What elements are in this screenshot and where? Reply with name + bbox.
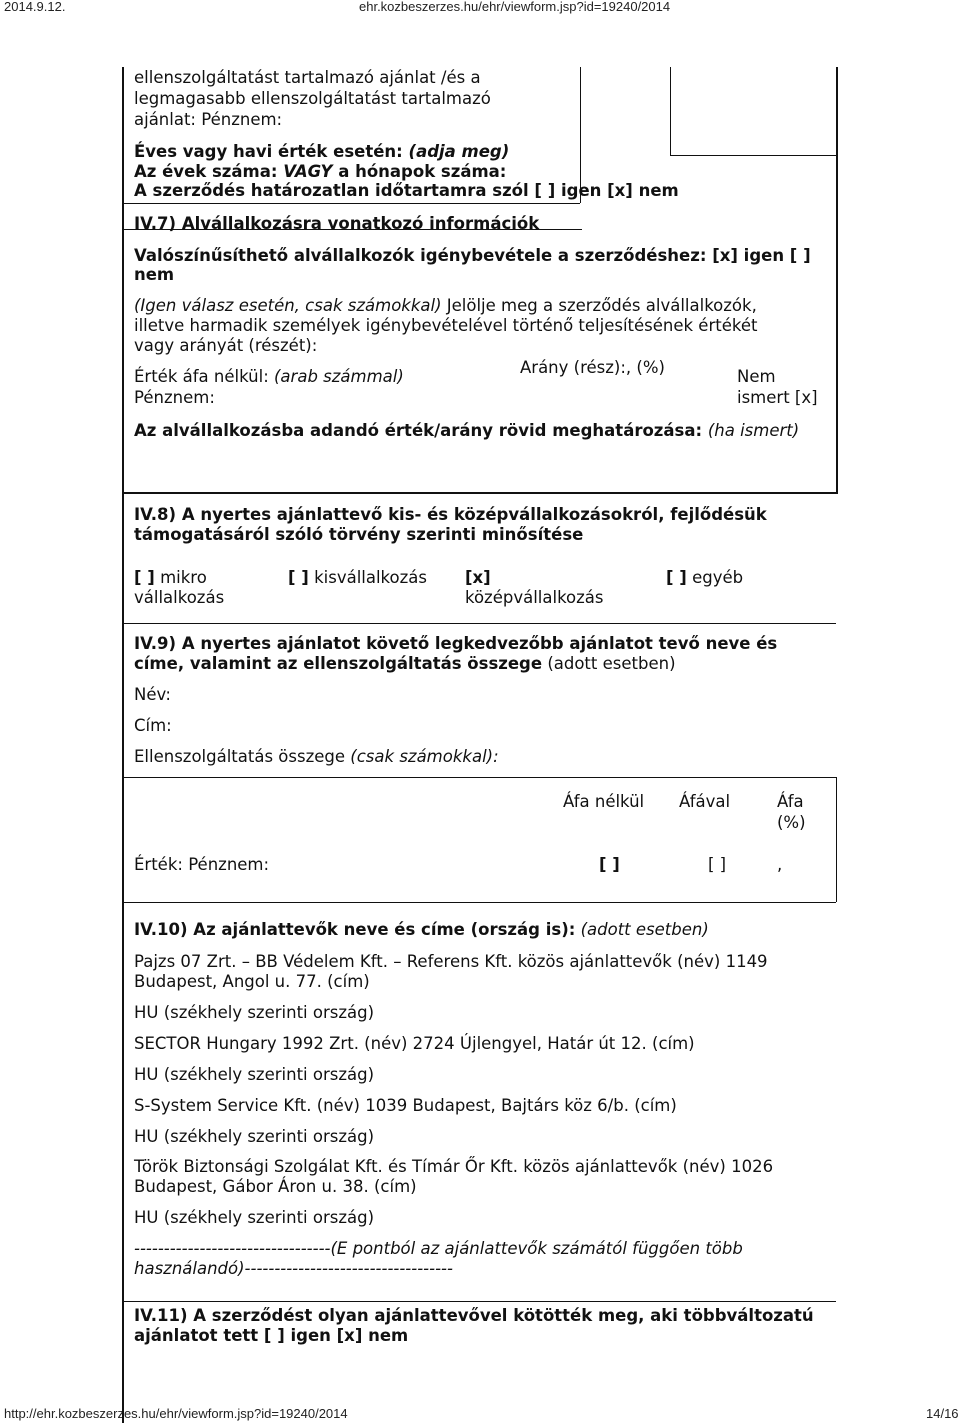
- s411-title-line1: IV.11) A szerződést olyan ajánlattevővel kötötték meg, aki többváltozatú: [134, 1306, 814, 1325]
- s49-title2-text: címe, valamint az ellenszolgáltatás összege: [134, 654, 543, 673]
- print-header: [0, 0, 960, 14]
- s47-unknown-1: Nem: [737, 367, 776, 386]
- years-b: a hónapok száma:: [338, 162, 507, 181]
- top-line-3: ajánlat: Pénznem:: [134, 110, 283, 129]
- s49-table-top: [122, 777, 836, 778]
- top-right-cell: [670, 67, 671, 156]
- s49-amount-label: [134, 747, 499, 768]
- s48-option-other: [666, 568, 743, 589]
- years-a: Az évek száma:: [134, 162, 278, 181]
- s410-party2-country: HU (székhely szerinti ország): [134, 1065, 375, 1084]
- s48-opt4-label: egyéb: [692, 568, 744, 587]
- s48-opt3-check: [x]: [465, 568, 491, 587]
- s49-col-vat-pct: (%): [777, 813, 806, 832]
- s410-party3: S-System Service Kft. (név) 1039 Budapest, Bajtárs köz 6/b. (cím): [134, 1096, 677, 1115]
- print-date: 2014.9.12.: [4, 0, 66, 14]
- top-right-cell-bottom: [670, 155, 836, 156]
- s49-col-vat: Áfa: [777, 792, 804, 811]
- s410-note-line2: használandó)-----------------------------------: [134, 1259, 453, 1278]
- s49-title-line2: [134, 654, 676, 675]
- print-url: ehr.kozbeszerzes.hu/ehr/viewform.jsp?id=19240/2014: [359, 0, 671, 14]
- s48-option-micro-2: vállalkozás: [134, 588, 225, 607]
- s48-option-micro: [134, 568, 207, 589]
- s47-value-text: Érték áfa nélkül:: [134, 367, 269, 386]
- s410-party4-country: HU (székhely szerinti ország): [134, 1208, 375, 1227]
- print-footer: [0, 1407, 960, 1423]
- annual-label: Éves vagy havi érték esetén:: [134, 142, 403, 161]
- page-number: 14/16: [926, 1406, 959, 1421]
- s47-value-label: [134, 367, 404, 388]
- s49-title2-hint: (adott esetben): [547, 654, 676, 673]
- s411-title-line2: ajánlatot tett [ ] igen [x] nem: [134, 1326, 409, 1345]
- s48-option-small: [288, 568, 427, 589]
- s410-note-line1: ---------------------------------(E pontból az ajánlattevők számától függően több: [134, 1239, 743, 1258]
- s49-amount-text: Ellenszolgáltatás összege: [134, 747, 346, 766]
- s47-question-line1: Valószínűsíthető alvállalkozók igénybevétele a szerződéshez: [x] igen [ ]: [134, 246, 811, 265]
- s49-title-line1: IV.9) A nyertes ajánlatot követő legkedvezőbb ajánlatot tevő neve és: [134, 634, 778, 653]
- s49-cell-vat: ,: [777, 855, 783, 874]
- s47-note-italic: (Igen válasz esetén, csak számokkal): [134, 296, 442, 315]
- s47-title: IV.7) Alvállalkozásra vonatkozó információk: [134, 214, 540, 233]
- s49-cell-gross: [ ]: [708, 855, 727, 874]
- years-vagy: VAGY: [283, 162, 333, 181]
- s410-title-text: IV.10) Az ajánlattevők neve és címe (ország is):: [134, 920, 576, 939]
- s48-opt2-label: kisvállalkozás: [314, 568, 427, 587]
- s49-cell-net: [ ]: [599, 855, 620, 874]
- s48-opt4-check: [ ]: [666, 568, 687, 587]
- top-line-1: ellenszolgáltatást tartalmazó ajánlat /és a: [134, 68, 481, 87]
- top-line-2: legmagasabb ellenszolgáltatást tartalmazó: [134, 89, 491, 108]
- s48-opt3-label: középvállalkozás: [465, 588, 604, 607]
- s48-title-line1: IV.8) A nyertes ajánlattevő kis- és középvállalkozásokról, fejlődésük: [134, 505, 767, 524]
- s47-desc-label: Az alvállalkozásba adandó érték/arány rövid meghatározása:: [134, 421, 703, 440]
- s48-opt1-label: mikro: [160, 568, 207, 587]
- s48-title-line2: támogatásáról szóló törvény szerinti minősítése: [134, 525, 584, 544]
- s48-opt2-check: [ ]: [288, 568, 309, 587]
- annual-hint: (adja meg): [408, 142, 510, 161]
- s47-currency: Pénznem:: [134, 388, 215, 407]
- form-frame-right-top: [836, 67, 838, 494]
- s410-party1-country: HU (székhely szerinti ország): [134, 1003, 375, 1022]
- s49-address: Cím:: [134, 716, 172, 735]
- form-frame-left: [122, 67, 124, 1423]
- s49-table-right: [836, 777, 837, 902]
- indefinite-term: A szerződés határozatlan időtartamra szól [ ] igen [x] nem: [134, 181, 679, 200]
- s49-col-gross: Áfával: [679, 792, 731, 811]
- s49-col-net: Áfa nélkül: [563, 792, 645, 811]
- s49-row-label: Érték: Pénznem:: [134, 855, 270, 874]
- s49-name: Név:: [134, 685, 171, 704]
- s410-party4-line1: Török Biztonsági Szolgálat Kft. és Tímár Őr Kft. közös ajánlattevők (név) 1026: [134, 1157, 774, 1176]
- s47-ratio: Arány (rész):, (%): [520, 358, 665, 377]
- s410-party3-country: HU (székhely szerinti ország): [134, 1127, 375, 1146]
- s47-description: [134, 421, 799, 442]
- s47-note-line2: illetve harmadik személyek igénybevételével történő teljesítésének értékét: [134, 316, 758, 335]
- s410-bottom: [122, 1301, 836, 1302]
- s410-party4-line2: Budapest, Gábor Áron u. 38. (cím): [134, 1177, 417, 1196]
- s48-opt1-check: [ ]: [134, 568, 155, 587]
- s47-note-line3: vagy arányát (részét):: [134, 336, 318, 355]
- s410-title-hint: (adott esetben): [580, 920, 709, 939]
- s410-party2: SECTOR Hungary 1992 Zrt. (név) 2724 Újlengyel, Határ út 12. (cím): [134, 1034, 695, 1053]
- years-label: [134, 162, 506, 183]
- annual-value-label: [134, 142, 509, 163]
- footer-url: http://ehr.kozbeszerzes.hu/ehr/viewform.jsp?id=19240/2014: [4, 1406, 348, 1421]
- s410-party1-line1: Pajzs 07 Zrt. – BB Védelem Kft. – Referens Kft. közös ajánlattevők (név) 1149: [134, 952, 768, 971]
- s49-bottom: [122, 902, 836, 903]
- s47-desc-hint: (ha ismert): [707, 421, 800, 440]
- s410-title: [134, 920, 709, 941]
- s47-question-line2: nem: [134, 265, 175, 284]
- s47-unknown-2: ismert [x]: [737, 388, 818, 407]
- s48-bottom: [122, 623, 836, 624]
- s410-party1-line2: Budapest, Angol u. 77. (cím): [134, 972, 370, 991]
- s47-bottom: [122, 492, 838, 494]
- s47-value-hint: (arab számmal): [274, 367, 404, 386]
- s49-amount-hint: (csak számokkal):: [350, 747, 499, 766]
- s47-note-text: Jelölje meg a szerződés alvállalkozók,: [446, 296, 757, 315]
- top-inner-box-bottom: [122, 203, 580, 204]
- s47-note-line1: [134, 296, 757, 317]
